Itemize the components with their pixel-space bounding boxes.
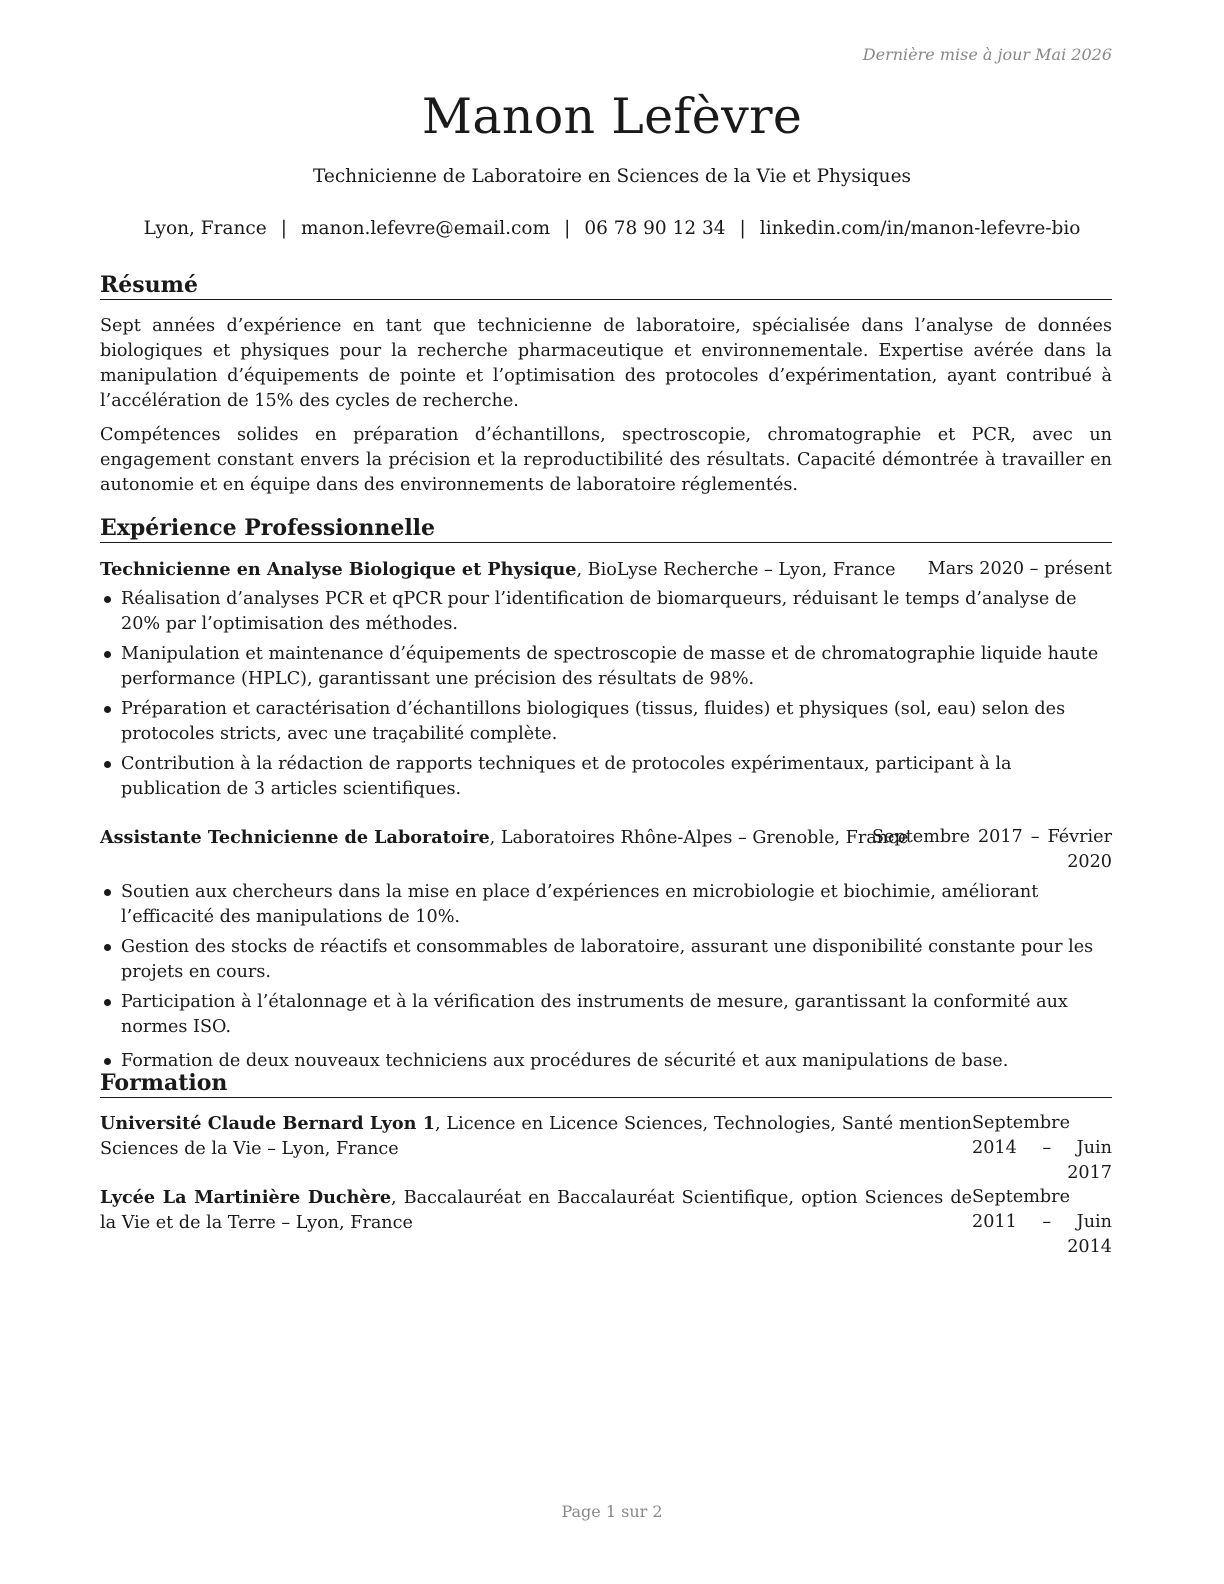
education-dates-line2: 2014	[1067, 1237, 1112, 1257]
contact-linkedin[interactable]: linkedin.com/in/manon-lefevre-bio	[759, 218, 1081, 239]
job-header	[100, 825, 1112, 872]
summary-paragraph: Sept années d’expérience en tant que technicienne de laboratoire, spécialisée dans l’analyse de données biologiques et physiques pour la recherche pharmaceutique et environnementale. Expertise avérée dans la manipulation d’équipements de pointe et l’optimisation des protocoles d’expérimentation, ayant contribué à l’accélération de 15% des cycles de recherche.	[100, 316, 1112, 411]
education-dates	[972, 1185, 1112, 1260]
list-item: Gestion des stocks de réactifs et consommables de laboratoire, assurant une disponibilité constante pour les projets en cours.	[100, 935, 1116, 985]
section-title-education: Formation	[100, 1069, 1112, 1098]
contact-line	[0, 218, 1224, 239]
list-item: Contribution à la rédaction de rapports techniques et de protocoles expérimentaux, participant à la publication de 3 articles scientifiques.	[100, 752, 1116, 802]
job-company: , Laboratoires Rhône-Alpes – Grenoble, France	[489, 828, 909, 848]
summary-paragraph: Compétences solides en préparation d’échantillons, spectroscopie, chromatographie et PCR, avec un engagement constant envers la précision et la reproductibilité des résultats. Capacité démontrée à travailler en autonomie et en équipe dans des environnements de laboratoire réglementés.	[100, 425, 1112, 495]
job-role: Assistante Technicienne de Laboratoire	[100, 827, 490, 848]
contact-location: Lyon, France	[143, 218, 267, 239]
candidate-name: Manon Lefèvre	[421, 88, 803, 145]
education-details-block	[100, 1111, 972, 1162]
job-header	[100, 557, 1112, 583]
list-item: Participation à l’étalonnage et à la vérification des instruments de mesure, garantissant la conformité aux normes ISO.	[100, 990, 1116, 1040]
education-details-block	[100, 1185, 972, 1236]
job-bullets	[100, 880, 1116, 1079]
education-dates-line2: 2017	[1067, 1163, 1112, 1183]
contact-email[interactable]: manon.lefevre@email.com	[300, 218, 551, 239]
job-dates	[872, 825, 1112, 875]
contact-separator: |	[280, 218, 287, 239]
education-school: Lycée La Martinière Duchère	[100, 1187, 392, 1208]
job-role: Technicienne en Analyse Biologique et Physique	[100, 559, 577, 580]
list-item: Réalisation d’analyses PCR et qPCR pour l’identification de biomarqueurs, réduisant le temps d’analyse de 20% par l’optimisation des méthodes.	[100, 587, 1116, 637]
education-dates-line1: Septembre 2014 – Juin	[972, 1113, 1112, 1158]
list-item: Soutien aux chercheurs dans la mise en place d’expériences en microbiologie et biochimie, améliorant l’efficacité des manipulations de 10%.	[100, 880, 1116, 930]
list-item: Préparation et caractérisation d’échantillons biologiques (tissus, fluides) et physiques (sol, eau) selon des protocoles stricts, avec une traçabilité complète.	[100, 697, 1116, 747]
section-title-experience: Expérience Professionnelle	[100, 514, 1112, 543]
job-dates: Mars 2020 – présent	[927, 559, 1112, 579]
contact-separator: |	[739, 218, 746, 239]
job-dates-line1: Septembre 2017 – Février	[872, 827, 1112, 847]
job-bullets	[100, 587, 1116, 807]
education-details: , Baccalauréat en Baccalauréat Scientifique, option Sciences de la Vie et de la Terre – Lyon, France	[100, 1188, 972, 1233]
page-number: Page 1 sur 2	[561, 1502, 663, 1521]
education-details: , Licence en Licence Sciences, Technologies, Santé mention Sciences de la Vie – Lyon, France	[100, 1114, 972, 1159]
education-school: Université Claude Bernard Lyon 1	[100, 1113, 436, 1134]
contact-phone: 06 78 90 12 34	[584, 218, 726, 239]
section-title-summary: Résumé	[100, 271, 1112, 300]
education-dates	[972, 1111, 1112, 1186]
contact-separator: |	[564, 218, 571, 239]
last-updated-note: Dernière mise à jour Mai 2026	[862, 45, 1112, 64]
list-item: Manipulation et maintenance d’équipements de spectroscopie de masse et de chromatographie liquide haute performance (HPLC), garantissant une précision des résultats de 98%.	[100, 642, 1116, 692]
list-item: Formation de deux nouveaux techniciens aux procédures de sécurité et aux manipulations de base.	[100, 1049, 1116, 1074]
education-dates-line1: Septembre 2011 – Juin	[972, 1187, 1112, 1232]
candidate-title: Technicienne de Laboratoire en Sciences de la Vie et Physiques	[312, 166, 912, 187]
job-dates-line2: 2020	[1067, 852, 1112, 872]
job-company: , BioLyse Recherche – Lyon, France	[576, 560, 896, 580]
